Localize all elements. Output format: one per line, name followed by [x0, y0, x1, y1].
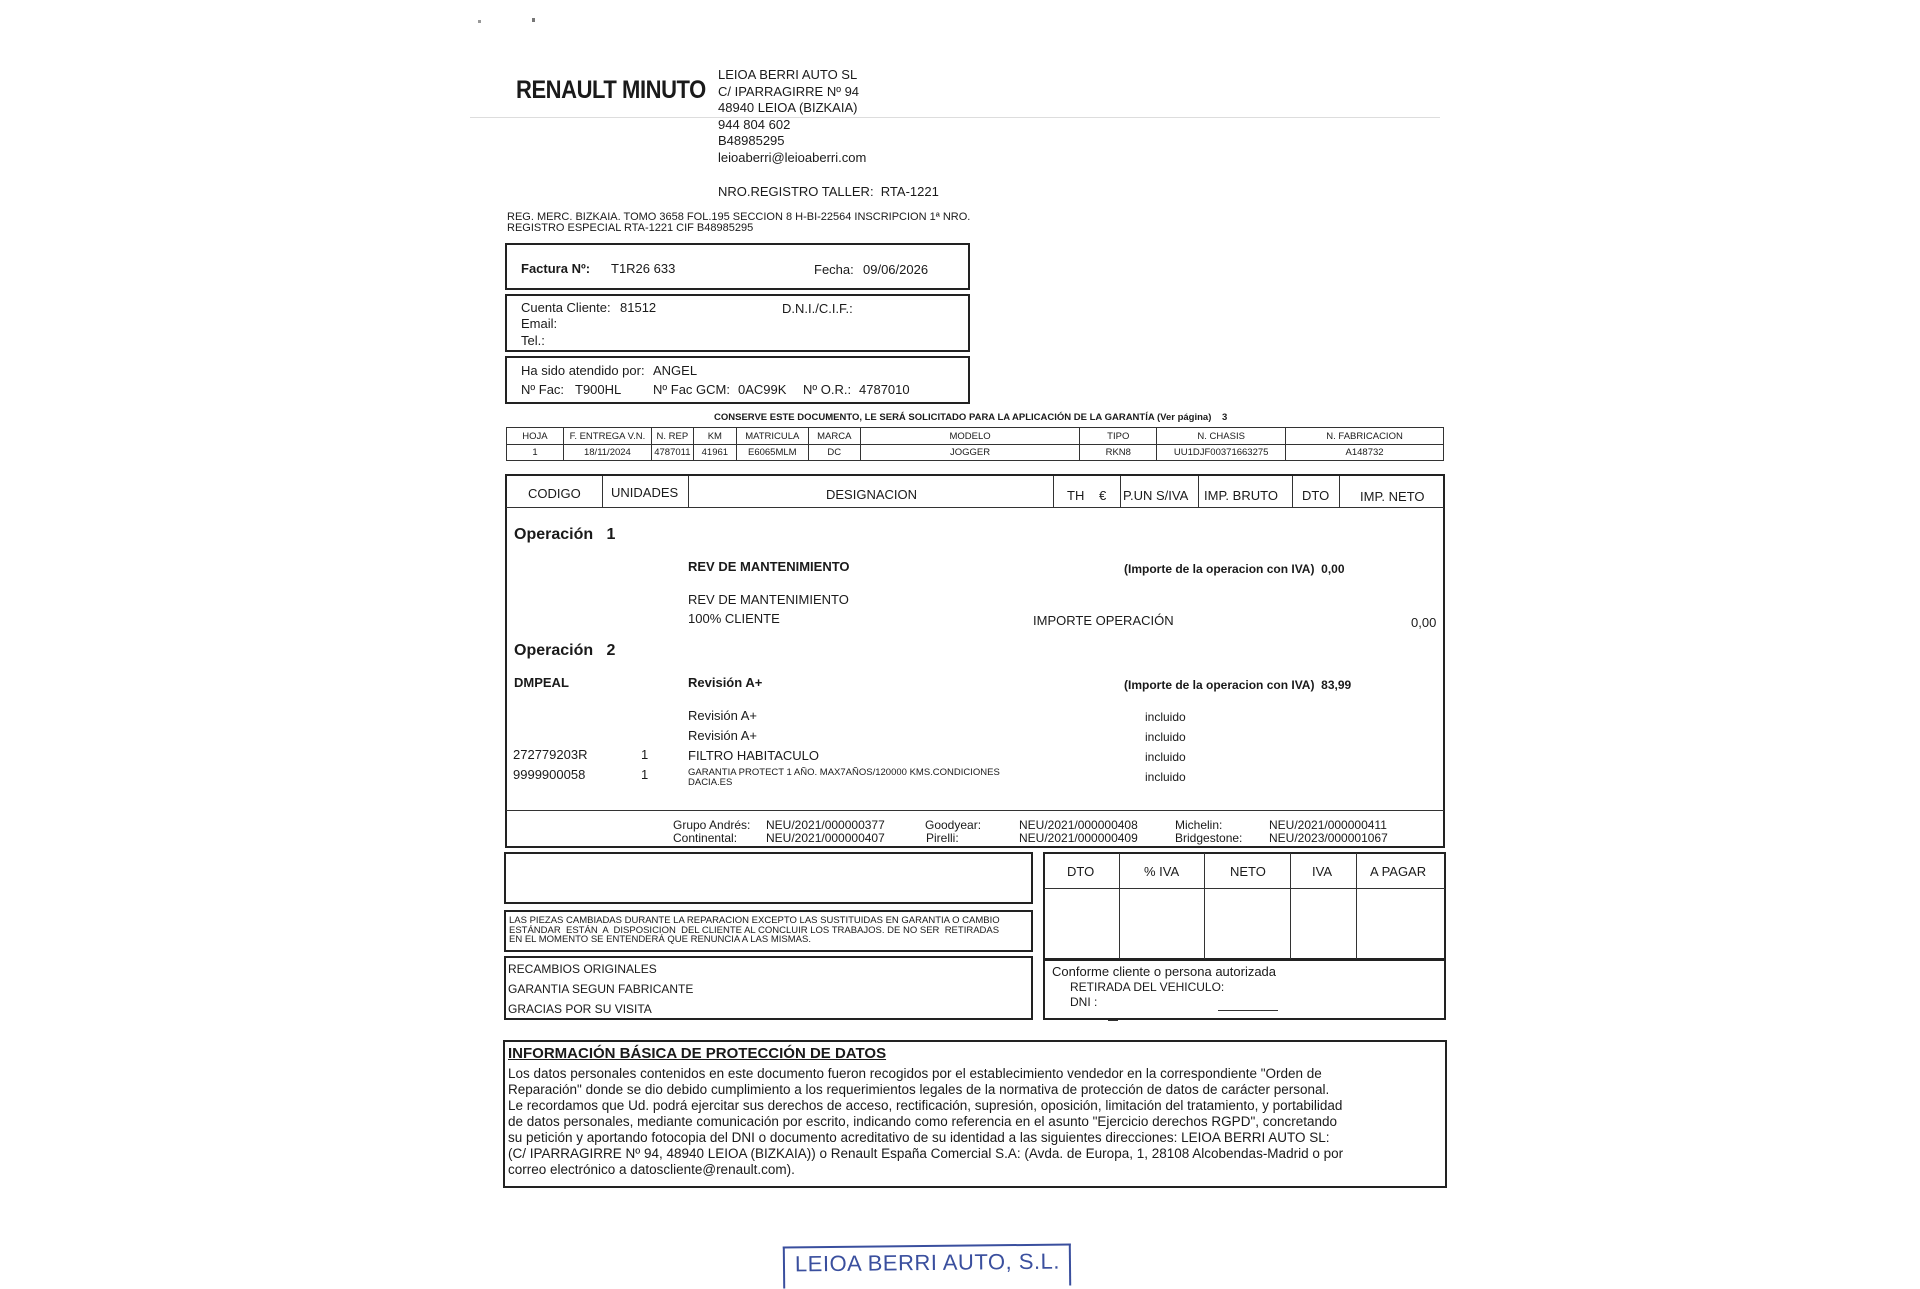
dealer-cif: B48985295	[718, 133, 785, 148]
tyre-michelin: NEU/2021/000000411	[1269, 818, 1387, 832]
op2-line-2-desc: Revisión A+	[688, 728, 758, 743]
gcm-label: Nº Fac GCM:	[653, 382, 730, 397]
footer-line-1: RECAMBIOS ORIGINALES	[508, 962, 657, 976]
workshop-registry: NRO.REGISTRO TALLER: RTA-1221	[718, 184, 939, 199]
service-box	[505, 356, 970, 404]
dealer-block	[718, 67, 866, 166]
op2-line-3-status: incluido	[1145, 750, 1186, 764]
privacy-line-4: de datos personales, mediante comunicación por escrito, indicando como referencia en el asunto "Ejercicio derechos RGPD", concretando	[508, 1114, 1338, 1129]
parts-notice-line-2: ESTÁNDAR ESTÁN A DISPOSICION DEL CLIENTE AL CONCLUIR LOS TRABAJOS. DE NO SER RETIRADAS	[509, 924, 1000, 936]
op2-line-1-desc: Revisión A+	[688, 708, 758, 723]
col-dto: DTO	[1302, 488, 1330, 503]
col-bruto: IMP. BRUTO	[1204, 488, 1278, 503]
col-unidades: UNIDADES	[611, 485, 679, 500]
tyre-goodyear: NEU/2021/000000408	[1019, 818, 1138, 832]
vehicle-modelo: JOGGER	[860, 445, 1080, 461]
signature-line-1: Conforme cliente o persona autorizada	[1052, 964, 1277, 979]
op2-line-4-desc-2: DACIA.ES	[688, 777, 733, 788]
op1-importe-value: 0,00	[1411, 615, 1437, 630]
op1-importe: (Importe de la operacion con IVA) 0,00	[1124, 562, 1345, 576]
vehicle-header-hoja: HOJA	[507, 428, 564, 445]
privacy-line-3: Le recordamos que Ud. podrá ejercitar sus derechos de acceso, rectificación, supresión, oposición, limitación del tratamiento, y portabilidad	[508, 1098, 1343, 1113]
customer-email-label: Email:	[521, 316, 558, 331]
op2-title: Operación 2	[514, 642, 616, 659]
customer-account: 81512	[620, 300, 657, 315]
op2-importe: (Importe de la operacion con IVA) 83,99	[1124, 678, 1352, 692]
op2-line-1-status: incluido	[1145, 710, 1186, 724]
vehicle-header-nrep: N. REP	[651, 428, 693, 445]
company-stamp-text: LEIOA BERRI AUTO, S.L.	[794, 1248, 1061, 1277]
vehicle-tipo: RKN8	[1080, 445, 1157, 461]
vehicle-km: 41961	[693, 445, 736, 461]
vehicle-header-entrega: F. ENTREGA V.N.	[563, 428, 651, 445]
op1-desc-1: REV DE MANTENIMIENTO	[688, 592, 849, 607]
dealer-street: C/ IPARRAGIRRE Nº 94	[718, 83, 860, 99]
vehicle-header-matricula: MATRICULA	[736, 428, 808, 445]
tyre-continental-label: Continental:	[673, 831, 738, 845]
vehicle-chasis: UU1DJF00371663275	[1157, 445, 1286, 461]
brand-logo: RENAULT MINUTO	[516, 76, 706, 104]
privacy-line-2: Reparación" donde se dio debido cumplimiento a los requerimientos legales de la normativa de protección de datos de carácter personal.	[508, 1082, 1330, 1097]
op2-line-4-desc: GARANTIA PROTECT 1 AÑO. MAX7AÑOS/120000 KMS.CONDICIONES	[688, 767, 1000, 778]
warranty-notice-text: CONSERVE ESTE DOCUMENTO, LE SERÁ SOLICITADO PARA LA APLICACIÓN DE LA GARANTÍA (Ver página)	[714, 412, 1212, 423]
col-designacion: DESIGNACION	[826, 487, 918, 502]
col-th: TH	[1067, 488, 1085, 503]
dealer-phone: 944 804 602	[718, 116, 791, 132]
vehicle-header-km: KM	[693, 428, 736, 445]
op1-title: Operación 1	[514, 526, 616, 543]
totals-header-neto: NETO	[1230, 864, 1266, 879]
parts-notice-line-3: EN EL MOMENTO SE ENTENDERÁ QUE RENUNCIA A LAS MISMAS.	[509, 934, 811, 945]
op2-line-2-status: incluido	[1145, 730, 1186, 744]
customer-box	[505, 294, 970, 352]
invoice-date: 09/06/2026	[863, 262, 929, 277]
customer-tel-label: Tel.:	[521, 333, 545, 348]
header-rule	[470, 117, 1440, 118]
nfac-label: Nº Fac:	[521, 382, 565, 397]
registry-info	[507, 212, 970, 234]
customer-dni-label: D.N.I./C.I.F.:	[782, 301, 853, 316]
footer-line-3: GRACIAS POR SU VISITA	[508, 1002, 652, 1016]
privacy-line-6: (C/ IPARRAGIRRE Nº 94, 48940 LEIOA (BIZKAIA)) o Renault España Comercial S.A: (Avda. de Europa, 1, 28108 Alcobendas-Madrid o por	[508, 1146, 1344, 1161]
vehicle-marca: DC	[808, 445, 860, 461]
footer-line-2: GARANTIA SEGUN FABRICANTE	[508, 982, 694, 996]
vehicle-header-modelo: MODELO	[860, 428, 1080, 445]
col-pun: P.UN S/IVA	[1123, 488, 1189, 503]
op2-line-4-status: incluido	[1145, 770, 1186, 784]
totals-header-iva: IVA	[1312, 864, 1332, 879]
privacy-title: INFORMACIÓN BÁSICA DE PROTECCIÓN DE DATOS	[508, 1045, 887, 1062]
notes-box	[504, 852, 1033, 904]
or-label: Nº O.R.:	[803, 382, 852, 397]
vehicle-header-marca: MARCA	[808, 428, 860, 445]
totals-header-iva-pct: % IVA	[1144, 864, 1180, 879]
parts-notice-line-1: LAS PIEZAS CAMBIADAS DURANTE LA REPARACION EXCEPTO LAS SUSTITUIDAS EN GARANTIA O CAMBIO	[509, 915, 1000, 926]
tyre-bridgestone: NEU/2023/000001067	[1269, 831, 1388, 845]
attended-label: Ha sido atendido por:	[521, 363, 645, 378]
tyre-bridgestone-label: Bridgestone:	[1175, 831, 1243, 845]
vehicle-hoja: 1	[507, 445, 564, 461]
op1-importe-label: IMPORTE OPERACIÓN	[1033, 613, 1174, 628]
tyre-michelin-label: Michelin:	[1175, 818, 1223, 832]
vehicle-table	[506, 427, 1444, 461]
scan-speck	[532, 18, 535, 22]
vehicle-header-fabricacion: N. FABRICACION	[1286, 428, 1444, 445]
col-euro: €	[1099, 488, 1107, 503]
gcm-value: 0AC99K	[738, 382, 787, 397]
nfac-value: T900HL	[575, 382, 622, 397]
invoice-number: T1R26 633	[611, 261, 676, 276]
scan-speck	[478, 20, 481, 23]
op1-desc-2: 100% CLIENTE	[688, 611, 780, 626]
tyre-goodyear-label: Goodyear:	[925, 818, 982, 832]
dealer-city: 48940 LEIOA (BIZKAIA)	[718, 100, 858, 115]
op2-line-4-code: 9999900058	[513, 767, 586, 782]
totals-header-apagar: A PAGAR	[1370, 864, 1427, 879]
privacy-line-5: su petición y aportando fotocopia del DNI o documento acreditativo de su identidad a las siguientes direcciones: LEIOA BERRI AUTO SL:	[508, 1130, 1330, 1145]
registry-line-1: REG. MERC. BIZKAIA. TOMO 3658 FOL.195 SECCION 8 H-BI-22564 INSCRIPCION 1ª NRO.	[507, 211, 971, 223]
invoice-number-label: Factura Nº:	[521, 261, 591, 276]
totals-header-dto: DTO	[1067, 864, 1095, 879]
tyre-pirelli-label: Pirelli:	[926, 831, 959, 845]
tyre-continental: NEU/2021/000000407	[766, 831, 885, 845]
privacy-text	[508, 1066, 1343, 1178]
op2-line-3-code: 272779203R	[513, 747, 588, 762]
vehicle-header-tipo: TIPO	[1080, 428, 1157, 445]
privacy-line-1: Los datos personales contenidos en este documento fueron recogidos por el establecimiento vendedor en la correspondiente "Orden de	[508, 1066, 1322, 1081]
dealer-email: leioaberri@leioaberri.com	[718, 149, 867, 165]
op2-code: DMPEAL	[514, 675, 569, 690]
invoice-date-label: Fecha:	[814, 262, 854, 277]
col-neto: IMP. NETO	[1360, 489, 1425, 504]
company-stamp	[783, 1243, 1071, 1288]
op2-name: Revisión A+	[688, 675, 763, 690]
tyre-grupo-label: Grupo Andrés:	[673, 818, 751, 832]
signature-line-3: DNI :	[1070, 995, 1098, 1009]
op1-name: REV DE MANTENIMIENTO	[688, 559, 850, 574]
attended-by: ANGEL	[653, 363, 698, 378]
or-value: 4787010	[859, 382, 910, 397]
vehicle-entrega: 18/11/2024	[563, 445, 651, 461]
privacy-line-7: correo electrónico a datoscliente@renault.com).	[508, 1162, 795, 1177]
op2-line-3-desc: FILTRO HABITACULO	[688, 748, 819, 763]
tyre-grupo: NEU/2021/000000377	[766, 818, 885, 832]
invoice-box	[505, 243, 970, 290]
registry-line-2: REGISTRO ESPECIAL RTA-1221 CIF B48985295	[507, 222, 754, 234]
vehicle-header-chasis: N. CHASIS	[1157, 428, 1286, 445]
col-codigo: CODIGO	[528, 486, 581, 501]
vehicle-fabricacion: A148732	[1286, 445, 1444, 461]
op2-line-3-units: 1	[641, 747, 649, 762]
dealer-name: LEIOA BERRI AUTO SL	[718, 67, 858, 82]
vehicle-matricula: E6065MLM	[736, 445, 808, 461]
parts-notice	[509, 916, 1000, 945]
warranty-notice	[714, 412, 1227, 423]
signature-line	[1218, 1010, 1278, 1011]
warranty-notice-page: 3	[1222, 412, 1228, 423]
items-box	[505, 474, 1445, 848]
tyre-pirelli: NEU/2021/000000409	[1019, 831, 1138, 845]
op2-line-4-units: 1	[641, 767, 649, 782]
vehicle-nrep: 4787011	[651, 445, 693, 461]
customer-account-label: Cuenta Cliente:	[521, 300, 611, 315]
signature-line-2: RETIRADA DEL VEHICULO:	[1070, 980, 1225, 994]
